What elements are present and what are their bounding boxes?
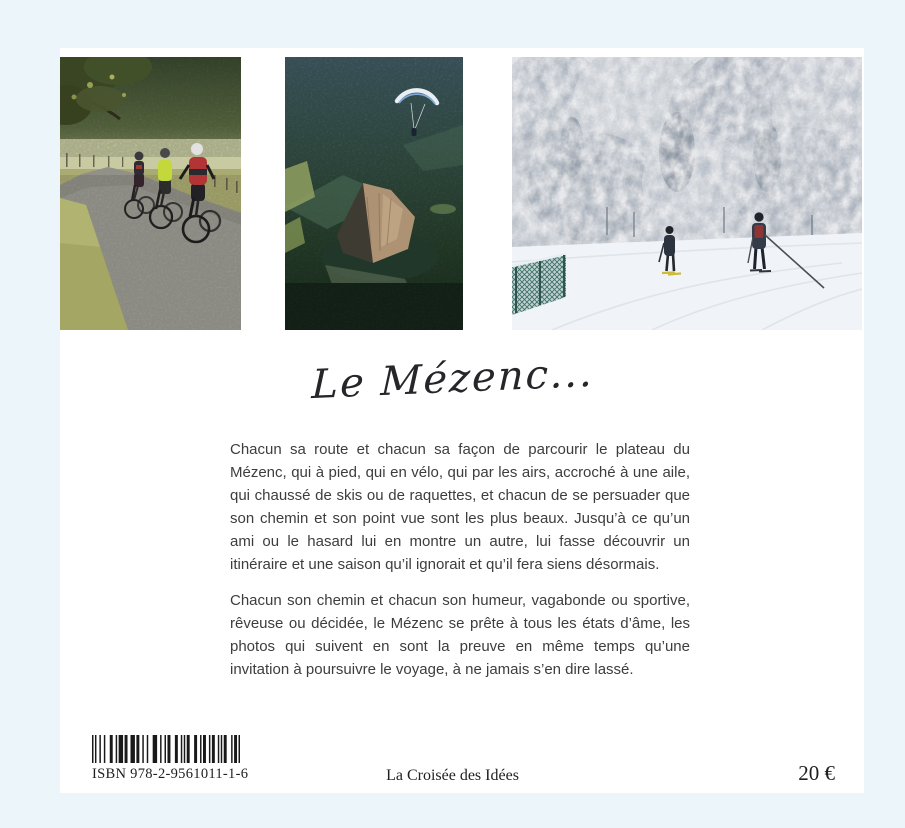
photo-paraglider xyxy=(285,57,463,330)
paraglider-pilot xyxy=(412,128,417,136)
blurb-paragraph: Chacun son chemin et chacun son humeur, vagabonde ou sportive, rêveuse ou décidée, le Mézenc se prête à tous les états d’âme, les photos qui suivent en sont la preuve en même temps qu’une invitation à poursuivre le voyage, à ne jamais s’en dire lassé. xyxy=(230,592,690,678)
barcode xyxy=(92,735,240,763)
photo-mountain-bikers xyxy=(60,57,241,330)
book-title-script: Le Mézenc... xyxy=(311,349,595,409)
blurb-paragraph: Chacun sa route et chacun sa façon de parcourir le plateau du Mézenc, qui à pied, qui en vélo, qui par les airs, accroché à une aile, qui chaussé de skis ou de raquettes, et chacun de se persuader que son chemin et son point vue sont les plus beaux. Jusqu’à ce qu’un ami ou le hasard lui en montre un autre, lui fasse découvrir un itinéraire et une saison qu’il ignorait et qu’il fera siens désormais. xyxy=(230,441,690,573)
price-text: 20 € xyxy=(798,761,835,785)
photo-skiers xyxy=(512,57,862,330)
back-cover-blurb xyxy=(230,438,690,694)
isbn-text: ISBN 978-2-9561011-1-6 xyxy=(92,766,249,782)
publisher-name: La Croisée des Idées xyxy=(386,767,519,784)
